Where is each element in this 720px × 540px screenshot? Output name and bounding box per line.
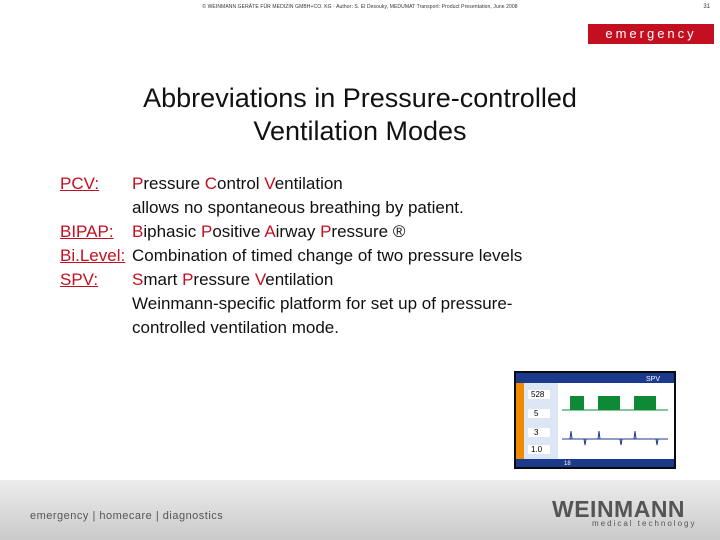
abbreviation-description: Weinmann-specific platform for set up of pressure- — [132, 294, 513, 313]
abbr-description-row — [60, 316, 640, 340]
title-line-1: Abbreviations in Pressure-controlled — [143, 83, 577, 113]
abbreviation-term: BIPAP: — [60, 222, 114, 241]
footer-tagline: emergency | homecare | diagnostics — [30, 510, 224, 522]
readout-3: 3 — [534, 428, 539, 437]
readout-2: 5 — [534, 409, 539, 418]
abbreviation-description: allows no spontaneous breathing by patient. — [132, 198, 464, 217]
screen-bottom-value: 18 — [564, 461, 571, 467]
abbr-description-row — [60, 196, 640, 220]
title-line-2: Ventilation Modes — [253, 116, 467, 146]
slide-title — [60, 82, 660, 148]
abbreviation-term: SPV: — [60, 270, 99, 289]
abbreviation-definition: Biphasic Positive Airway Pressure ® — [132, 222, 406, 241]
abbreviation-description: controlled ventilation mode. — [132, 318, 339, 337]
abbreviation-term: Bi.Level: — [60, 246, 126, 265]
screen-mode: SPV — [646, 376, 661, 383]
logo-subtitle: medical technology — [592, 519, 697, 528]
ventilator-screen-image — [514, 371, 676, 469]
abbreviation-definition: Pressure Control Ventilation — [132, 174, 343, 193]
readout-4: 1.0 — [531, 445, 543, 454]
readout-1: 528 — [531, 390, 545, 399]
abbr-row — [60, 268, 640, 292]
weinmann-logo: WEINMANN — [552, 496, 686, 522]
abbreviation-term: PCV: — [60, 174, 100, 193]
abbr-row — [60, 244, 640, 268]
abbr-description-row — [60, 292, 640, 316]
abbreviation-definition: Smart Pressure Ventilation — [132, 270, 334, 289]
abbreviation-definition: Combination of timed change of two pressure levels — [132, 246, 523, 265]
copyright-header: © WEINMANN GERÄTE FÜR MEDIZIN GMBH+CO. KG · Author: S. El Desouky, MEDUMAT Transport: Product Presentation, June 2008 — [202, 4, 518, 10]
page-number: 31 — [703, 4, 710, 10]
abbr-row — [60, 172, 640, 196]
emergency-tag: emergency — [588, 24, 714, 44]
abbreviation-list — [60, 172, 640, 340]
abbr-row — [60, 220, 640, 244]
